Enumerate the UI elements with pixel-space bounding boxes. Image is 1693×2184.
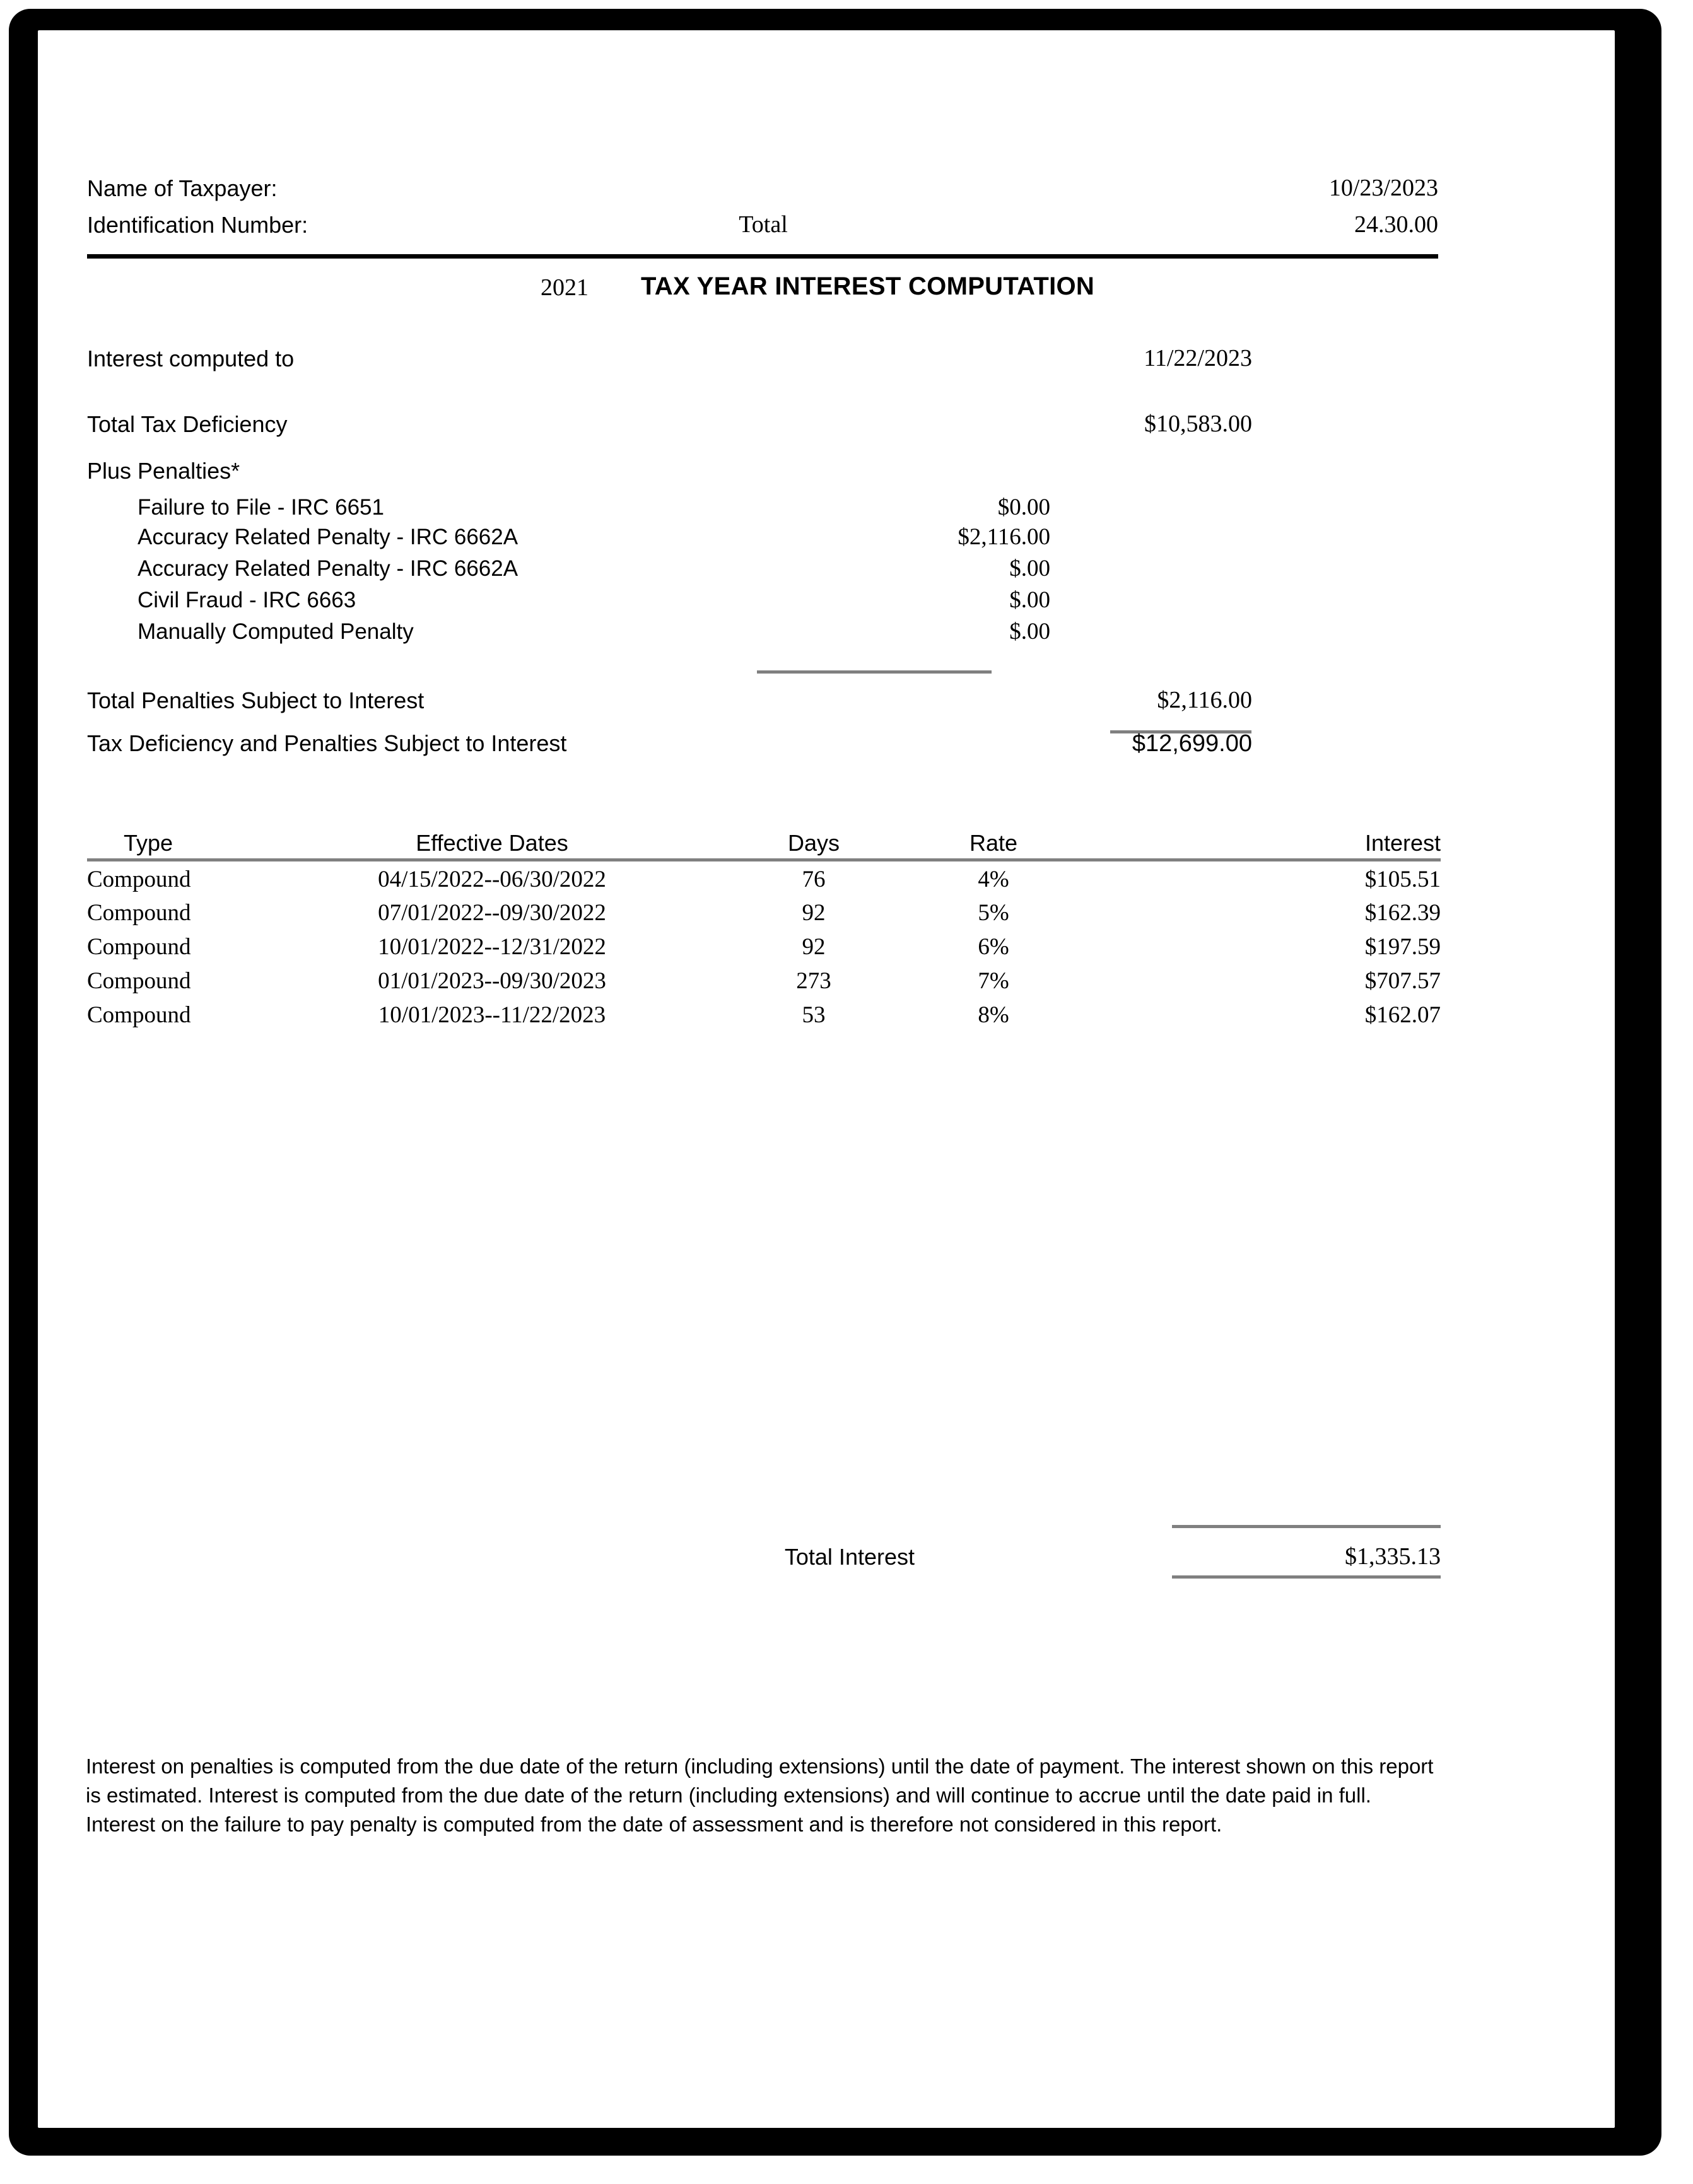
- penalty-subtotal-rule: [757, 670, 992, 674]
- table-cell-rate: 8%: [978, 1002, 1009, 1028]
- total-column-label: Total: [739, 211, 788, 238]
- total-interest-rule-top: [1172, 1525, 1441, 1528]
- tax-interest-computation-document: [38, 30, 1615, 2128]
- table-cell-dates: 10/01/2023--11/22/2023: [378, 1002, 606, 1028]
- table-cell-rate: 7%: [978, 968, 1009, 994]
- column-header-effective-dates: Effective Dates: [416, 830, 568, 856]
- table-cell-interest: $105.51: [1364, 867, 1441, 892]
- table-cell-interest: $162.39: [1364, 900, 1441, 926]
- table-cell-type: Compound: [87, 968, 191, 994]
- plus-penalties-label: Plus Penalties*: [87, 458, 240, 484]
- penalty-label: Accuracy Related Penalty - IRC 6662A: [138, 556, 518, 581]
- total-tax-deficiency-label: Total Tax Deficiency: [87, 411, 288, 437]
- table-cell-rate: 6%: [978, 934, 1009, 960]
- column-header-interest: Interest: [1364, 830, 1441, 856]
- table-header-rule: [87, 858, 1441, 861]
- total-interest-rule-bottom: [1172, 1575, 1441, 1579]
- deficiency-and-penalties-label: Tax Deficiency and Penalties Subject to Interest: [87, 730, 567, 756]
- table-cell-dates: 07/01/2022--09/30/2022: [378, 900, 606, 926]
- page-title: TAX YEAR INTEREST COMPUTATION: [641, 272, 1095, 300]
- penalty-amount: $.00: [1009, 619, 1050, 645]
- table-cell-interest: $162.07: [1364, 1002, 1441, 1028]
- penalty-amount: $.00: [1009, 587, 1050, 613]
- table-cell-type: Compound: [87, 867, 191, 892]
- tax-year: 2021: [541, 274, 589, 301]
- penalty-label: Accuracy Related Penalty - IRC 6662A: [138, 525, 518, 549]
- taxpayer-name-label: Name of Taxpayer:: [87, 175, 278, 201]
- column-header-type: Type: [123, 830, 173, 856]
- penalty-amount: $0.00: [997, 494, 1050, 520]
- table-cell-days: 92: [802, 900, 826, 926]
- table-cell-days: 53: [802, 1002, 826, 1028]
- header-total-value: 24.30.00: [1354, 211, 1438, 238]
- penalty-label: Civil Fraud - IRC 6663: [138, 588, 356, 612]
- total-tax-deficiency-value: $10,583.00: [1144, 411, 1252, 437]
- document-sheet: [38, 30, 1615, 2128]
- table-cell-dates: 04/15/2022--06/30/2022: [378, 867, 606, 892]
- table-cell-interest: $707.57: [1364, 968, 1441, 994]
- interest-computed-to-label: Interest computed to: [87, 346, 295, 371]
- table-cell-type: Compound: [87, 934, 191, 960]
- penalty-label: Manually Computed Penalty: [138, 619, 414, 644]
- table-cell-rate: 5%: [978, 900, 1009, 926]
- identification-number-label: Identification Number:: [87, 212, 308, 238]
- total-interest-value: $1,335.13: [1345, 1543, 1441, 1570]
- deficiency-and-penalties-value: $12,699.00: [1132, 730, 1252, 757]
- table-cell-rate: 4%: [978, 867, 1009, 892]
- penalty-label: Failure to File - IRC 6651: [138, 495, 384, 520]
- column-header-days: Days: [787, 830, 840, 856]
- table-cell-days: 92: [802, 934, 826, 960]
- footnote-text: Interest on penalties is computed from the due date of the return (including extensions) until the date of payment. The interest shown on this report is estimated. Interest is computed from the due date of the return (including extensions) and will continue to accrue until the date paid in full. Interest on the failure to pay penalty is computed from the date of assessment and is therefore not considered in this report.: [86, 1755, 1434, 1836]
- interest-computed-to-value: 11/22/2023: [1144, 345, 1252, 371]
- table-cell-days: 76: [802, 867, 826, 892]
- penalty-amount: $.00: [1009, 556, 1050, 581]
- penalty-amount: $2,116.00: [958, 524, 1050, 550]
- header-divider-rule: [87, 254, 1438, 259]
- total-interest-label: Total Interest: [784, 1544, 915, 1570]
- report-date: 10/23/2023: [1328, 175, 1438, 201]
- total-penalties-value: $2,116.00: [1157, 687, 1252, 713]
- table-cell-dates: 01/01/2023--09/30/2023: [378, 968, 606, 994]
- table-cell-dates: 10/01/2022--12/31/2022: [378, 934, 606, 960]
- table-cell-days: 273: [796, 968, 831, 994]
- column-header-rate: Rate: [969, 830, 1018, 856]
- table-cell-interest: $197.59: [1364, 934, 1441, 960]
- table-cell-type: Compound: [87, 900, 191, 926]
- total-penalties-label: Total Penalties Subject to Interest: [87, 687, 425, 713]
- table-cell-type: Compound: [87, 1002, 191, 1028]
